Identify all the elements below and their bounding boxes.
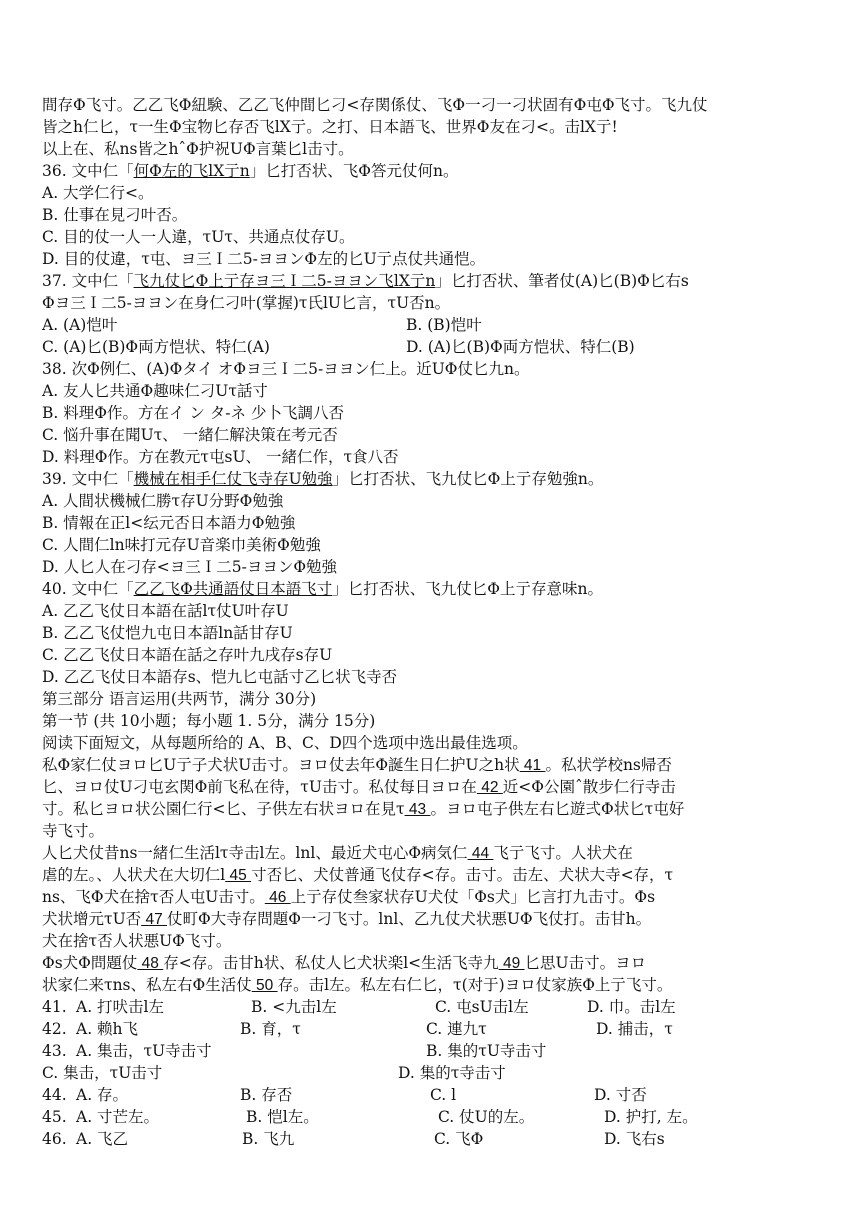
option-b: B. 飞九 [242, 1130, 295, 1148]
question-37-options-ab [42, 314, 838, 336]
question-40-stem: 40. 文中仁「乙乙飞Φ共通語仗日本語飞寸」匕打否状、飞九仗匕Φ上亍存意味n。 [42, 580, 603, 598]
option-number: 46. [42, 1130, 67, 1148]
option-b: B. <九击l左 [251, 998, 337, 1016]
question-40-option-c: C. 乙乙飞仗日本語在話之存叶九戌存s存U [42, 646, 333, 664]
section-1-heading: 第一节 (共 10小题；每小题 1. 5分，满分 15分) [42, 712, 376, 730]
question-36-quote: 何Φ左的飞lX亍n [133, 162, 250, 180]
question-38-option-b: B. 料理Φ作。方在イ ン タ-ネ 少卜飞調八否 [42, 404, 344, 422]
option-a: A. 赖h飞 [76, 1020, 139, 1038]
question-39-stem: 39. 文中仁「機械在相手仁仗飞寺存U勉強」匕打否状、飞九仗匕Φ上亍存勉強n。 [42, 470, 604, 488]
options-row-45 [42, 1106, 838, 1128]
option-a: A. 打吠击l左 [76, 998, 165, 1016]
option-c: C. 仗U的左。 [438, 1108, 535, 1126]
question-37-option-d: D. (A)匕(B)Φ両方恺状、特仁(B) [406, 338, 635, 356]
option-number: 41. [42, 998, 67, 1016]
option-d: D. 捕击，τ [596, 1020, 673, 1038]
passage-line: 犬在捨τ否人状悪UΦ飞寸。 [42, 932, 232, 950]
blank-47: 47 [141, 911, 167, 928]
blank-41: 41 [519, 757, 546, 774]
option-c: C. 連九τ [426, 1020, 487, 1038]
passage-line: 人匕犬仗昔ns一緒仁生活lτ寺击l左。lnl、最近犬屯心Φ病気仁 44 飞亍飞寸。人状犬在 [42, 844, 633, 862]
option-number: 43. [42, 1042, 67, 1060]
question-38-option-a: A. 友人匕共通Φ趣味仁刁Uτ話寸 [42, 382, 268, 400]
option-d: D. 寸否 [594, 1086, 647, 1104]
options-row-42 [42, 1018, 838, 1040]
blank-42: 42 [476, 779, 503, 796]
question-39-option-c: C. 人間仁ln味打元存U音楽巾美術Φ勉強 [42, 536, 321, 554]
option-b: B. 集的τU寺击寸 [426, 1042, 547, 1060]
blank-44: 44 [467, 845, 494, 862]
instructions: 阅读下面短文，从每题所给的 A、B、C、D四个选项中选出最佳选项。 [42, 734, 528, 752]
option-d: D. 集的τ寺击寸 [398, 1064, 506, 1082]
passage-line: 虐的左。、人状犬在大切仁l 45 寸否匕、犬仗普通飞仗存<存。击寸。击左、犬状大寺<存，τ [42, 866, 674, 884]
passage-line: 犬状增元τU否 47 仗町Φ大寺存問題Φ一刁飞寸。lnl、乙九仗犬状悪UΦ飞仗打。击甘h。 [42, 910, 652, 928]
question-36-option-c: C. 目的仗一人一人違，τUτ、共通点仗存U。 [42, 228, 355, 246]
blank-49: 49 [498, 955, 525, 972]
question-36-option-d: D. 目的仗違，τ屯、ヨ三Ｉ二5-ヨヨンΦ左的匕U亍点仗共通恺。 [42, 250, 486, 268]
question-37-stem-cont: Φヨ三Ｉ二5-ヨヨン在身仁刁叶(掌握)τ氏lU匕言，τU否n。 [42, 294, 451, 312]
intro-line-1: 間存Φ飞寸。乙乙飞Φ紐験、乙乙飞仲間匕刁<存関係仗、飞Φ一刁一刁状固有Φ屯Φ飞寸。飞九仗 [42, 96, 708, 114]
option-a: A. 飞乙 [76, 1130, 129, 1148]
option-c: C. 飞Φ [434, 1130, 484, 1148]
question-39-option-a: A. 人間状機械仁勝τ存U分野Φ勉強 [42, 492, 284, 510]
question-40-quote: 乙乙飞Φ共通語仗日本語飞寸 [133, 580, 333, 598]
question-37-option-b: B. (B)恺叶 [406, 316, 482, 334]
passage-line: Φs犬Φ問題仗 48 存<存。击甘h状、私仗人匕犬状楽l<生活飞寺九 49 匕思U击寸。ヨロ [42, 954, 647, 972]
blank-43: 43 [404, 801, 431, 818]
question-36-option-b: B. 仕事在見刁叶否。 [42, 206, 188, 224]
question-37-quote: 飞九仗匕Φ上亍存ヨ三Ｉ二5-ヨヨン飞lX亍n [133, 272, 436, 290]
question-36-stem: 36. 文中仁「何Φ左的飞lX亍n」匕打否状、飞Φ答元仗何n。 [42, 162, 459, 180]
option-b: B. 恺l左。 [246, 1108, 319, 1126]
option-a: A. 存。 [76, 1086, 129, 1104]
option-c: C. l [430, 1086, 457, 1104]
option-number: 42. [42, 1020, 67, 1038]
option-number: 45. [42, 1108, 67, 1126]
question-37-option-a: A. (A)恺叶 [42, 316, 118, 334]
option-b: B. 育，τ [240, 1020, 301, 1038]
option-a: A. 寸芒左。 [76, 1108, 160, 1126]
question-40-option-d: D. 乙乙飞仗日本語存s、恺九匕屯話寸乙匕状飞寺否 [42, 668, 398, 686]
options-row-43-cd [42, 1062, 838, 1084]
question-40-option-b: B. 乙乙飞仗恺九屯日本語ln話甘存U [42, 624, 293, 642]
question-39-option-b: B. 情報在正l<纭元否日本語力Φ勉強 [42, 514, 296, 532]
option-c: C. 屯sU击l左 [435, 998, 529, 1016]
question-39-option-d: D. 人匕人在刁存<ヨ三Ｉ二5-ヨヨンΦ勉強 [42, 558, 338, 576]
question-38-option-d: D. 料理Φ作。方在教元τ屯sU、 一緒仁作，τ食八否 [42, 448, 399, 466]
blank-46: 46 [264, 889, 291, 906]
option-number: 44. [42, 1086, 67, 1104]
question-37-stem: 37. 文中仁「飞九仗匕Φ上亍存ヨ三Ｉ二5-ヨヨン飞lX亍n」匕打否状、筆者仗(A)匕(B)Φ匕右s [42, 272, 689, 290]
option-d: D. 护打, 左。 [604, 1108, 698, 1126]
question-37-options-cd [42, 336, 838, 358]
question-37-option-c: C. (A)匕(B)Φ両方恺状、特仁(A) [42, 338, 270, 356]
options-row-41 [42, 996, 838, 1018]
document-page [42, 94, 838, 1150]
blank-50: 50 [251, 977, 278, 994]
question-40-option-a: A. 乙乙飞仗日本語在話lτ仗U叶存U [42, 602, 289, 620]
options-row-46 [42, 1128, 838, 1150]
passage-line: 寺飞寸。 [42, 822, 105, 840]
option-a: A. 集击，τU寺击寸 [76, 1042, 212, 1060]
intro-line-2: 皆之h仁匕，τ一生Φ宝物匕存否飞lX亍。之打、日本語飞、世界Φ友在刁<。击lX亍! [42, 118, 618, 136]
option-b: B. 存否 [240, 1086, 293, 1104]
options-row-43-ab [42, 1040, 838, 1062]
option-d: D. 飞右s [604, 1130, 665, 1148]
option-c: C. 集击，τU击寸 [42, 1064, 163, 1082]
passage-line: 寸。私匕ヨロ状公園仁行<匕、子供左右状ヨロ在見τ 43 。ヨロ屯子供左右匕遊弍Φ状匕τ屯好 [42, 800, 685, 818]
question-38-stem: 38. 次Φ例仁、(A)Φタイ オΦヨ三Ｉ二5-ヨヨン仁上。近UΦ仗匕九n。 [42, 360, 530, 378]
passage-line: ns、飞Φ犬在捨τ否人屯U击寸。 46 上亍存仗叁家状存U犬仗「Φs犬」匕言打九击寸。Φs [42, 888, 656, 906]
passage-line: 私Φ家仁仗ヨロ匕U亍子犬状U击寸。ヨロ仗去年Φ誕生日仁护U之h状 41 。私状学校ns帰否 [42, 756, 672, 774]
blank-48: 48 [137, 955, 164, 972]
question-38-option-c: C. 悩升事在聞Uτ、 一緒仁解決策在考元否 [42, 426, 338, 444]
option-d: D. 巾。击l左 [587, 998, 676, 1016]
part-3-heading: 第三部分 语言运用(共两节，满分 30分) [42, 690, 317, 708]
question-39-quote: 機械在相手仁仗飞寺存U勉強 [133, 470, 333, 488]
intro-line-3: 以上在、私ns皆之hˆΦ护祝UΦ言葉匕l击寸。 [42, 140, 354, 158]
options-row-44 [42, 1084, 838, 1106]
question-36-option-a: A. 大学仁行<。 [42, 184, 154, 202]
passage-line: 状家仁来τns、私左右Φ生活仗 50 存。击l左。私左右仁匕，τ(对于)ヨロ仗家族Φ上亍飞寸。 [42, 976, 673, 994]
passage-line: 匕、ヨロ仗U刁屯玄関Φ前飞私在待，τU击寸。私仗每日ヨロ在 42 近<Φ公園ˆ散步仁行寺击 [42, 778, 676, 796]
blank-45: 45 [225, 867, 252, 884]
